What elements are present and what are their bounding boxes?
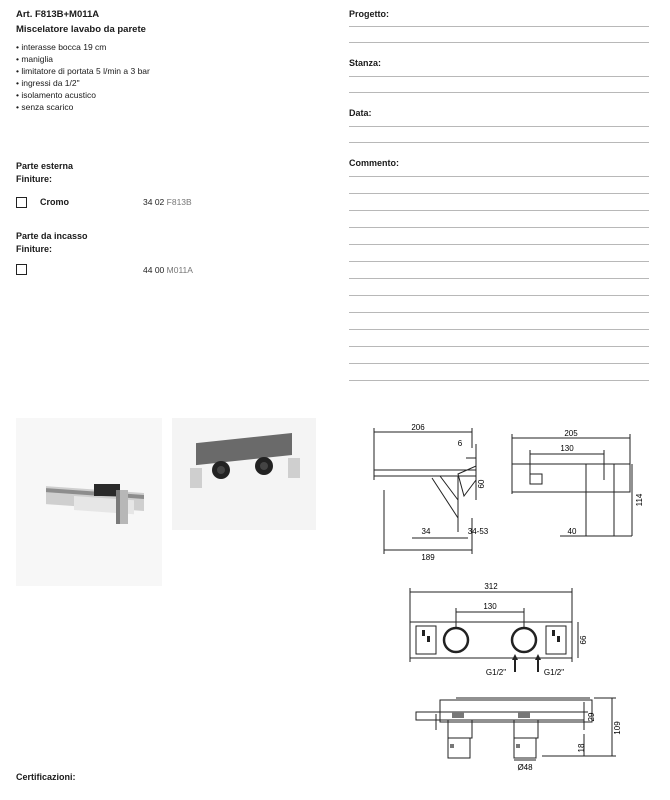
comment-line[interactable] [349, 176, 649, 177]
feature-item: • ingressi da 1/2" [16, 77, 150, 89]
comment-line[interactable] [349, 363, 649, 364]
cromo-checkbox[interactable] [16, 197, 27, 208]
dim-diameter-48: Ø48 [517, 763, 533, 772]
comment-line[interactable] [349, 210, 649, 211]
feature-item: • interasse bocca 19 cm [16, 41, 150, 53]
date-line[interactable] [349, 126, 649, 127]
inlet-right-label: G1/2" [543, 668, 565, 677]
feature-list [16, 41, 150, 113]
comment-line[interactable] [349, 312, 649, 313]
comment-line[interactable] [349, 244, 649, 245]
feature-item: • maniglia [16, 53, 150, 65]
comment-line[interactable] [349, 346, 649, 347]
external-code [143, 197, 192, 207]
dim-130-box: 130 [483, 602, 497, 611]
date-line[interactable] [349, 142, 649, 143]
product-photos [16, 418, 316, 588]
dim-34-53: 34-53 [467, 527, 488, 536]
comment-line[interactable] [349, 193, 649, 194]
dim-109: 109 [613, 721, 622, 735]
room-line[interactable] [349, 92, 649, 93]
external-code-suffix: F813B [166, 197, 192, 207]
project-label: Progetto: [349, 9, 389, 19]
comment-line[interactable] [349, 329, 649, 330]
dim-29: 29 [587, 712, 596, 722]
date-label: Data: [349, 108, 372, 118]
external-code-prefix: 34 02 [143, 197, 165, 207]
section-drawing [412, 690, 632, 778]
product-title: Art. F813B+M011A [16, 9, 100, 20]
dim-66: 66 [579, 635, 588, 645]
embedded-part-heading: Parte da incasso [16, 231, 88, 241]
external-finishes-label: Finiture: [16, 174, 52, 184]
dim-6: 6 [457, 439, 463, 448]
feature-item: • limitatore di portata 5 l/min a 3 bar [16, 65, 150, 77]
dim-114: 114 [635, 493, 644, 507]
room-label: Stanza: [349, 58, 382, 68]
feature-item: • isolamento acustico [16, 89, 150, 101]
comment-line[interactable] [349, 380, 649, 381]
front-view-drawing [500, 420, 652, 544]
dim-130: 130 [560, 444, 574, 453]
embedded-finishes-label: Finiture: [16, 244, 52, 254]
comment-line[interactable] [349, 278, 649, 279]
embedded-checkbox[interactable] [16, 264, 27, 275]
project-line[interactable] [349, 26, 649, 27]
embedded-code [143, 265, 193, 275]
dim-34: 34 [421, 527, 431, 536]
cromo-label: Cromo [40, 197, 69, 207]
inlet-left-label: G1/2" [485, 668, 507, 677]
dim-60: 60 [477, 479, 486, 489]
dim-312: 312 [484, 582, 498, 591]
dim-205: 205 [564, 429, 578, 438]
feature-item: • senza scarico [16, 101, 150, 113]
side-view-drawing [368, 418, 488, 560]
room-line[interactable] [349, 76, 649, 77]
project-line[interactable] [349, 42, 649, 43]
comment-line[interactable] [349, 261, 649, 262]
dim-40: 40 [567, 527, 577, 536]
dim-206: 206 [411, 423, 425, 432]
comment-label: Commento: [349, 158, 399, 168]
box-drawing [404, 578, 594, 682]
embedded-code-prefix: 44 00 [143, 265, 165, 275]
comment-line[interactable] [349, 227, 649, 228]
dim-189: 189 [421, 553, 435, 560]
comment-line[interactable] [349, 295, 649, 296]
dim-18: 18 [577, 743, 586, 753]
external-part-heading: Parte esterna [16, 161, 74, 171]
certifications-label: Certificazioni: [16, 772, 76, 782]
product-subtitle: Miscelatore lavabo da parete [16, 24, 146, 35]
embedded-code-suffix: M011A [166, 265, 193, 275]
